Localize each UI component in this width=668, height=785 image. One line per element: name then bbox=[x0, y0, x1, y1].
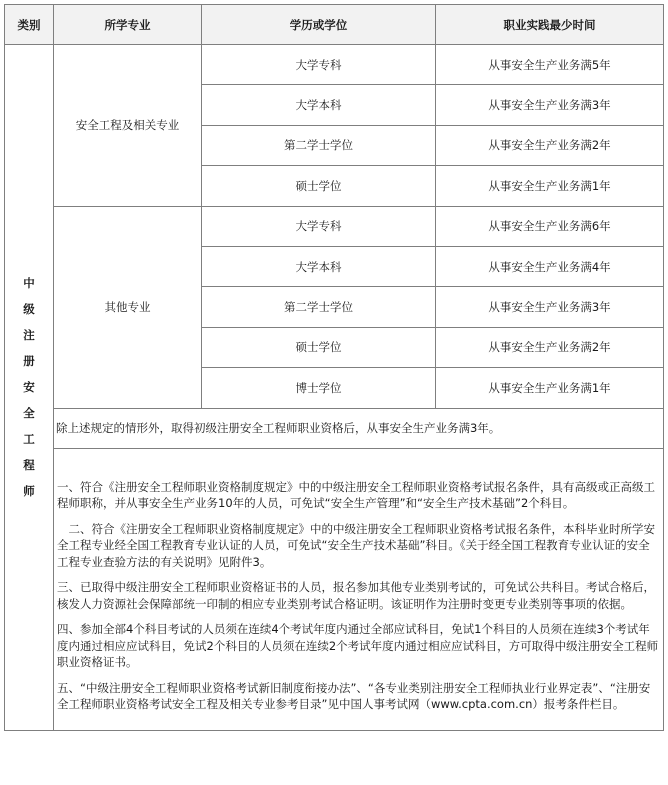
header-major: 所学专业 bbox=[54, 5, 202, 45]
degree-cell: 大学本科 bbox=[202, 246, 436, 286]
category-cell bbox=[5, 45, 54, 731]
practice-time-cell: 从事安全生产业务满3年 bbox=[436, 287, 664, 327]
note-paragraph: 三、已取得中级注册安全工程师职业资格证书的人员，报名参加其他专业类别考试的，可免试公共科目。考试合格后，核发人力资源社会保障部统一印制的相应专业类别考试合格证明。该证明作为注册时变更专业类别等事项的依据。 bbox=[57, 580, 655, 611]
practice-time-cell: 从事安全生产业务满5年 bbox=[436, 45, 664, 85]
header-category: 类别 bbox=[5, 5, 54, 45]
category-char: 级 bbox=[23, 302, 35, 317]
degree-cell: 第二学士学位 bbox=[202, 125, 436, 165]
degree-cell: 博士学位 bbox=[202, 368, 436, 408]
extra-rule-row bbox=[5, 408, 664, 448]
category-char: 工 bbox=[23, 432, 35, 447]
note-paragraph: 一、符合《注册安全工程师职业资格制度规定》中的中级注册安全工程师职业资格考试报名条件，具有高级或正高级工程师职称，并从事安全生产业务10年的人员，可免试“安全生产管理”和“安全生产技术基础”2个科目。 bbox=[57, 479, 655, 511]
category-char: 程 bbox=[23, 458, 35, 473]
category-char: 师 bbox=[23, 484, 35, 499]
degree-cell: 大学专科 bbox=[202, 45, 436, 85]
practice-time-cell: 从事安全生产业务满2年 bbox=[436, 327, 664, 367]
degree-cell: 大学专科 bbox=[202, 206, 436, 246]
degree-cell: 大学本科 bbox=[202, 85, 436, 125]
practice-time-cell: 从事安全生产业务满1年 bbox=[436, 368, 664, 408]
note-paragraph: 四、参加全部4个科目考试的人员须在连续4个考试年度内通过全部应试科目，免试1个科目的人员须在连续3个考试年度内通过相应应试科目，免试2个科目的人员须在连续2个考试年度内通过相应应试科目，方可取得中级注册安全工程师职业资格证书。 bbox=[57, 622, 659, 670]
degree-cell: 硕士学位 bbox=[202, 166, 436, 206]
header-degree: 学历或学位 bbox=[202, 5, 436, 45]
practice-time-cell: 从事安全生产业务满2年 bbox=[436, 125, 664, 165]
category-char: 中 bbox=[23, 276, 35, 291]
category-char: 全 bbox=[23, 406, 35, 421]
degree-cell: 硕士学位 bbox=[202, 327, 436, 367]
header-practice-time: 职业实践最少时间 bbox=[436, 5, 664, 45]
notes-cell bbox=[54, 448, 664, 730]
note-paragraph: 二、符合《注册安全工程师职业资格制度规定》中的中级注册安全工程师职业资格考试报名条件，本科毕业时所学安全工程专业经全国工程教育专业认证的人员，可免试“安全生产技术基础”科目。《关于经全国工程教育专业认证的安全工程专业查验方法的有关说明》见附件3。 bbox=[57, 521, 655, 569]
major-cell: 其他专业 bbox=[54, 206, 202, 408]
practice-time-cell: 从事安全生产业务满1年 bbox=[436, 166, 664, 206]
notes-row bbox=[5, 448, 664, 730]
degree-cell: 第二学士学位 bbox=[202, 287, 436, 327]
table-row bbox=[5, 45, 664, 85]
table-header-row bbox=[5, 5, 664, 45]
practice-time-cell: 从事安全生产业务满4年 bbox=[436, 246, 664, 286]
note-paragraph: 五、“中级注册安全工程师职业资格考试新旧制度衔接办法”、“各专业类别注册安全工程师执业行业界定表”、“注册安全工程师职业资格考试安全工程及相关专业参考目录”见中国人事考试网（www.cpta.com.cn）报考条件栏目。 bbox=[57, 680, 651, 712]
category-char: 安 bbox=[23, 380, 35, 395]
major-cell: 安全工程及相关专业 bbox=[54, 45, 202, 207]
category-char: 注 bbox=[23, 328, 35, 343]
practice-time-cell: 从事安全生产业务满3年 bbox=[436, 85, 664, 125]
practice-time-cell: 从事安全生产业务满6年 bbox=[436, 206, 664, 246]
table-row bbox=[5, 206, 664, 246]
qualification-table bbox=[4, 4, 664, 731]
extra-rule-text: 除上述规定的情形外，取得初级注册安全工程师职业资格后，从事安全生产业务满3年。 bbox=[54, 408, 664, 448]
category-char: 册 bbox=[23, 354, 35, 369]
